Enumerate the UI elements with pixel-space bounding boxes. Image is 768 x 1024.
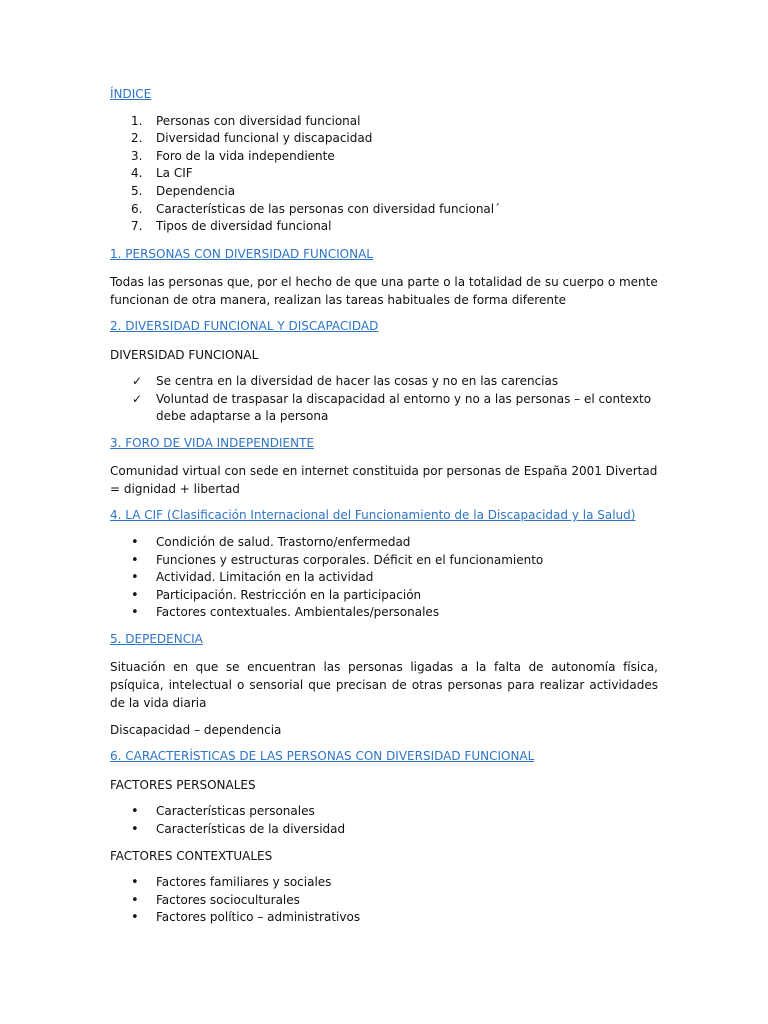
index-item: 3. Foro de la vida independiente [131,148,335,163]
bullet-list-item: • Factores político – administrativos [131,910,361,926]
section5-paragraph: Situación en que se encuentran las personas ligadas a la falta de autonomía física, psíquica, intelectual o sensorial que precisan de otras personas para realizar actividades de la vida diaria [110,660,658,711]
index-item: 6. Características de las personas con diversidad funcional´ [131,201,501,216]
section3-paragraph: Comunidad virtual con sede en internet constituida por personas de España 2001 Divertad = dignidad + libertad [110,464,658,497]
index-list [110,113,658,236]
bullet-list-item: • Participación. Restricción en la participación [131,587,422,603]
section1-heading-link[interactable]: 1. PERSONAS CON DIVERSIDAD FUNCIONAL [110,246,373,261]
section5-heading-link[interactable]: 5. DEPEDENCIA [110,631,203,646]
personal-factors-list [110,803,658,838]
check-icon: ✓ [132,391,143,406]
bullet-icon: • [131,804,139,820]
contextual-factors-list [110,874,658,927]
bullet-icon: • [131,605,139,621]
bullet-icon: • [131,534,139,550]
index-item: 5. Dependencia [131,183,236,198]
section3-heading-link[interactable]: 3. FORO DE VIDA INDEPENDIENTE [110,435,315,450]
section2-subtitle: DIVERSIDAD FUNCIONAL [110,347,259,362]
section4-heading-link[interactable]: 4. LA CIF (Clasificación Internacional del Funcionamiento de la Discapacidad y la Salud) [110,508,636,523]
section2-heading-link[interactable]: 2. DIVERSIDAD FUNCIONAL Y DISCAPACIDAD [110,319,379,334]
bullet-icon: • [131,875,139,891]
personal-factors-title: FACTORES PERSONALES [110,778,256,793]
section1-paragraph: Todas las personas que, por el hecho de que una parte o la totalidad de su cuerpo o mente funcionan de otra manera, realizan las tareas habituales de forma diferente [110,275,658,308]
contextual-factors-title: FACTORES CONTEXTUALES [110,849,273,864]
section6-heading-link[interactable]: 6. CARACTERÍSTICAS DE LAS PERSONAS CON DIVERSIDAD FUNCIONAL [110,749,535,764]
section5-paragraph-2: Discapacidad – dependencia [110,723,282,738]
check-icon: ✓ [132,373,143,388]
bullet-icon: • [131,821,139,837]
check-list-item: ✓ Voluntad de traspasar la discapacidad al entorno y no a las personas – el contexto debe adaptarse a la persona [132,391,652,424]
bullet-list-item: • Características personales [131,804,315,820]
bullet-list-item: • Factores contextuales. Ambientales/personales [131,605,440,621]
index-item: 1. Personas con diversidad funcional [131,113,361,128]
bullet-list-item: • Factores familiares y sociales [131,875,332,891]
index-item: 7. Tipos de diversidad funcional [131,219,332,234]
check-list-item: ✓ Se centra en la diversidad de hacer las cosas y no en las carencias [110,373,658,391]
bullet-list-item: • Funciones y estructuras corporales. Déficit en el funcionamiento [131,552,544,568]
section4-bullet-list [110,534,658,622]
bullet-icon: • [131,910,139,926]
section2-check-list [110,373,658,426]
bullet-icon: • [131,552,139,568]
bullet-icon: • [131,587,139,603]
bullet-list-item: • Características de la diversidad [131,821,346,837]
index-item: 2. Diversidad funcional y discapacidad [131,131,373,146]
bullet-icon: • [131,570,139,586]
index-item: 4. La CIF [131,166,193,181]
index-title-link[interactable]: ÍNDICE [110,87,152,101]
bullet-list-item: • Factores socioculturales [131,892,300,908]
document-page [110,86,658,927]
bullet-list-item: • Condición de salud. Trastorno/enfermedad [131,534,411,550]
bullet-list-item: • Actividad. Limitación en la actividad [131,570,374,586]
bullet-icon: • [131,892,139,908]
